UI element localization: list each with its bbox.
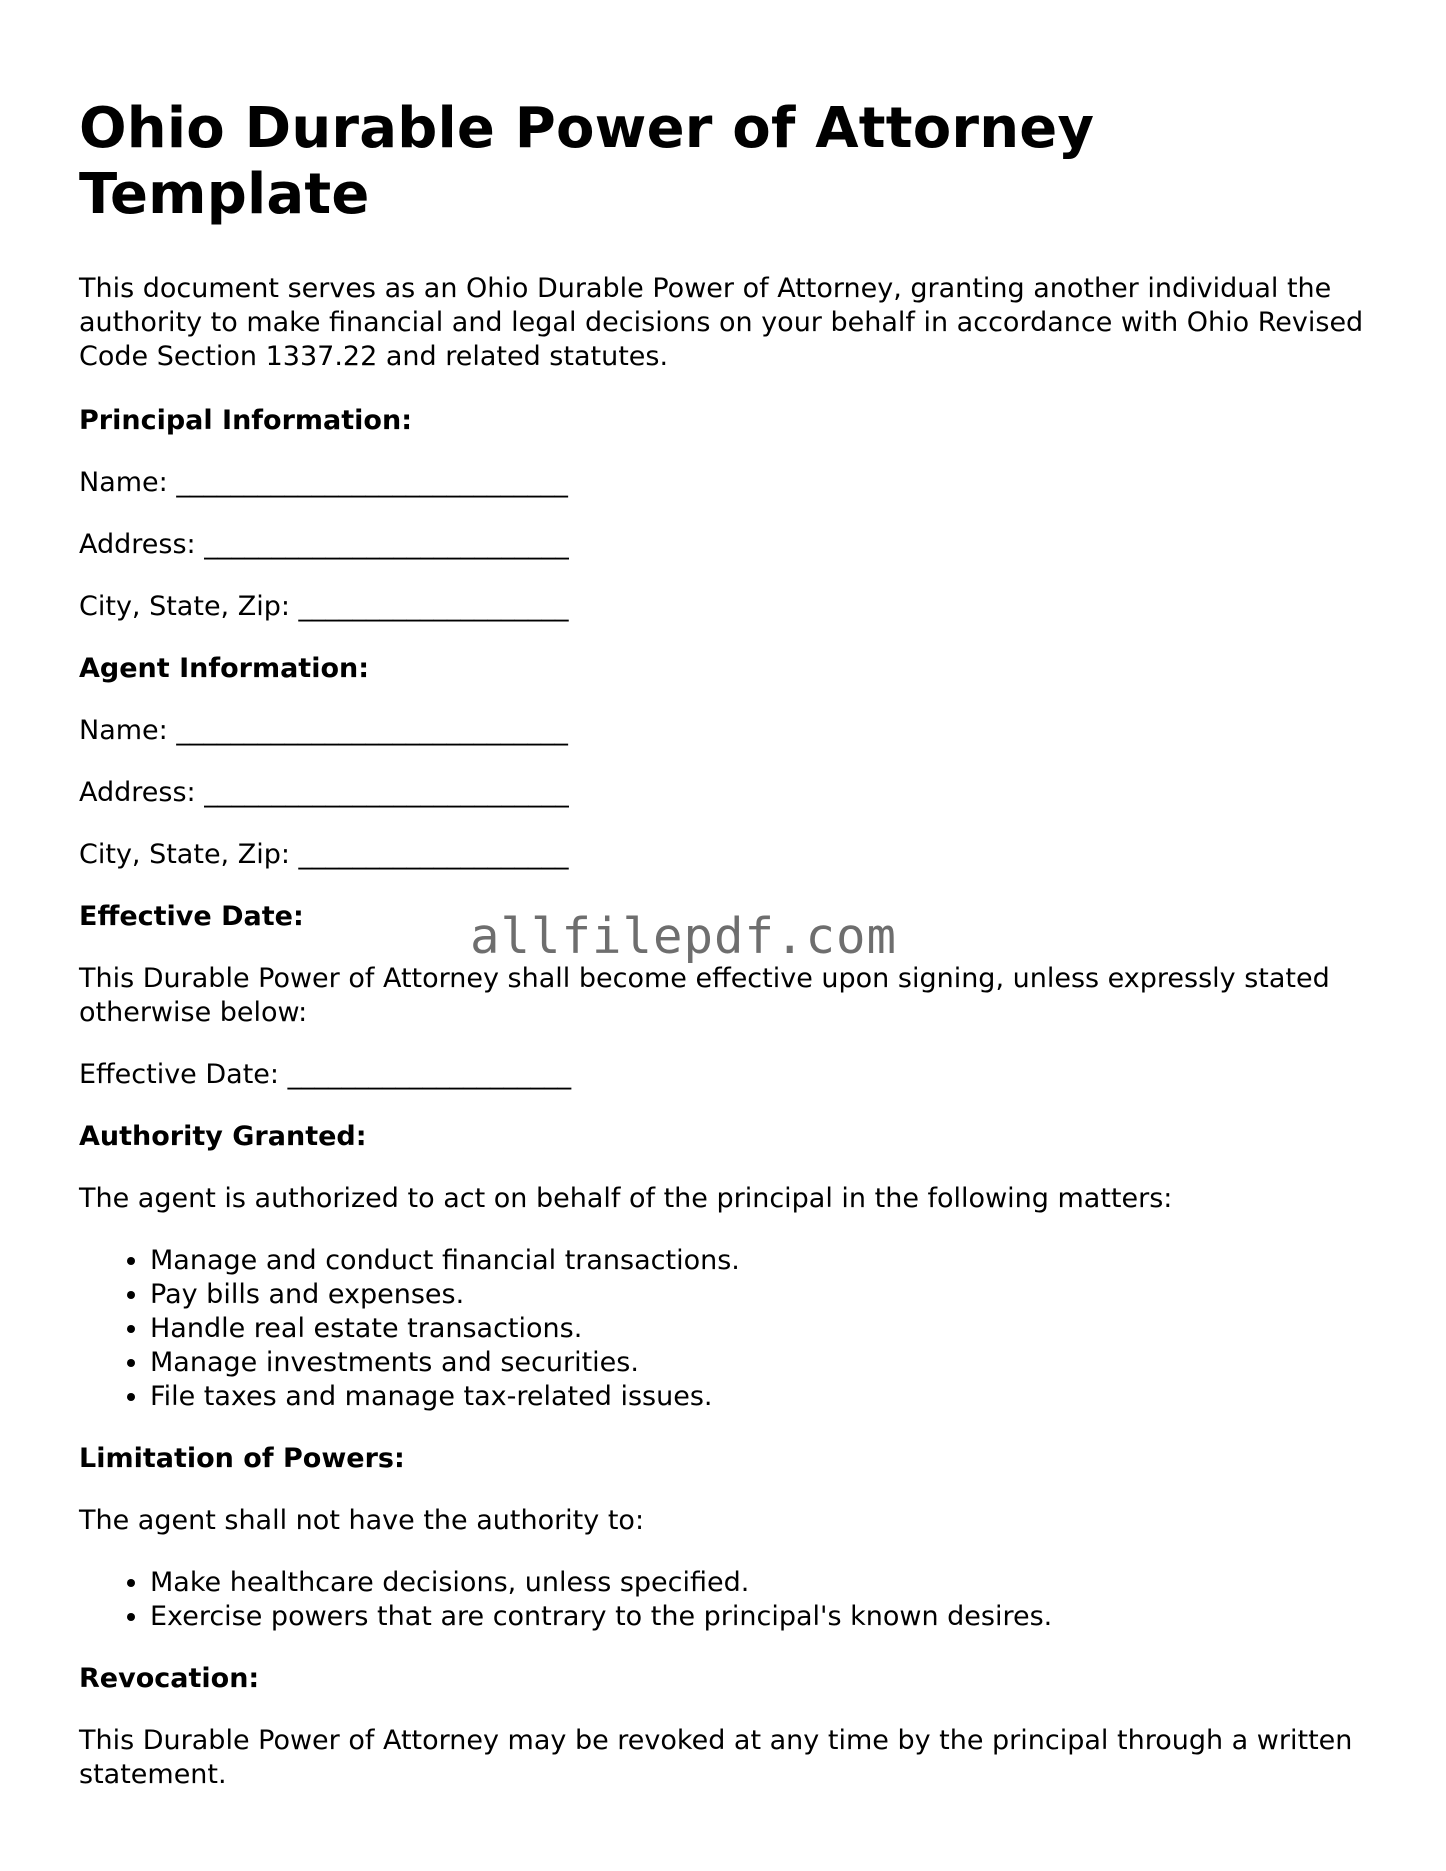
- effective-date-heading: Effective Date:: [79, 901, 304, 932]
- agent-city-field: City, State, Zip: ____________________: [79, 839, 569, 870]
- intro-paragraph: This document serves as an Ohio Durable Power of Attorney, granting another individual the authority to make financial and legal decisions on your behalf in accordance with Ohio Revised Code Section 1337.22 and related statutes.: [79, 273, 1364, 372]
- authority-text: The agent is authorized to act on behalf of the principal in the following matters:: [79, 1183, 1173, 1214]
- list-item: • File taxes and manage tax-related issues.: [150, 1380, 1379, 1414]
- agent-name-field: Name: _____________________________: [79, 715, 568, 746]
- authority-heading: Authority Granted:: [79, 1121, 367, 1152]
- limitation-list: [79, 1566, 1379, 1634]
- list-item: • Manage and conduct financial transactions.: [150, 1244, 1379, 1278]
- list-item: • Exercise powers that are contrary to the principal's known desires.: [150, 1600, 1379, 1634]
- principal-address-field: Address: ___________________________: [79, 529, 569, 560]
- principal-name-field: Name: _____________________________: [79, 467, 568, 498]
- list-item: • Make healthcare decisions, unless specified.: [150, 1566, 1379, 1600]
- principal-city-field: City, State, Zip: ____________________: [79, 591, 569, 622]
- list-item: • Handle real estate transactions.: [150, 1312, 1379, 1346]
- limitation-heading: Limitation of Powers:: [79, 1443, 405, 1474]
- revocation-heading: Revocation:: [79, 1663, 260, 1694]
- list-item: • Pay bills and expenses.: [150, 1278, 1379, 1312]
- effective-date-field: Effective Date: _____________________: [79, 1059, 572, 1090]
- limitation-text: The agent shall not have the authority to:: [79, 1505, 645, 1536]
- agent-heading: Agent Information:: [79, 653, 370, 684]
- principal-heading: Principal Information:: [79, 405, 413, 436]
- authority-list: [79, 1244, 1379, 1414]
- effective-date-text: This Durable Power of Attorney shall become effective upon signing, unless expressly stated otherwise below:: [79, 963, 1330, 1028]
- agent-address-field: Address: ___________________________: [79, 777, 569, 808]
- document-title: Ohio Durable Power of Attorney Template: [79, 96, 1095, 227]
- watermark: allfilepdf.com: [470, 908, 898, 965]
- revocation-text: This Durable Power of Attorney may be revoked at any time by the principal through a written statement.: [79, 1725, 1353, 1790]
- list-item: • Manage investments and securities.: [150, 1346, 1379, 1380]
